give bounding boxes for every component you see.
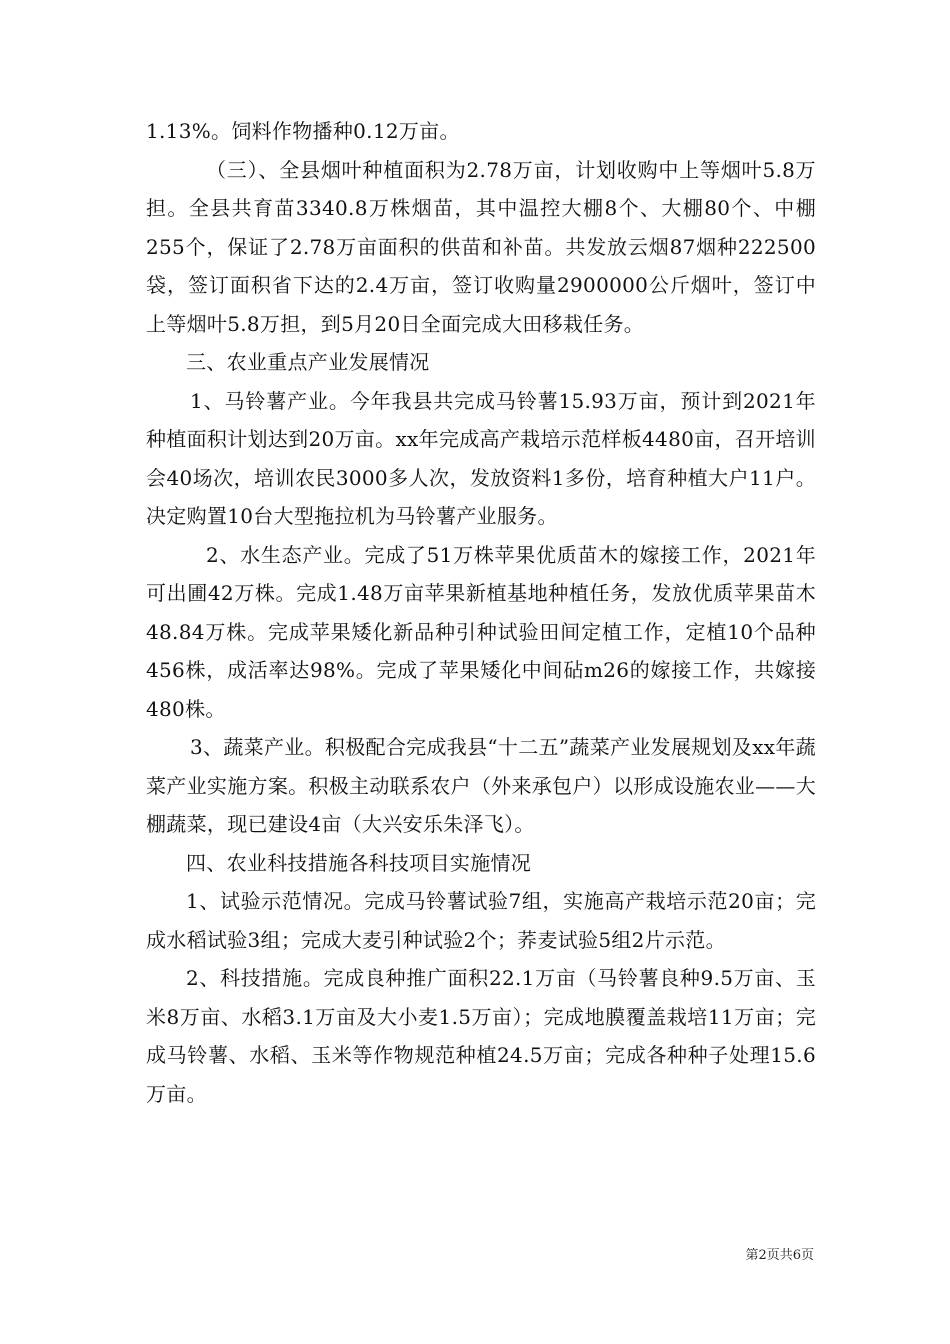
- paragraph-tech-measures: 2、科技措施。完成良种推广面积22.1万亩（马铃薯良种9.5万亩、玉米8万亩、水稻3.1万亩及大小麦1.5万亩）；完成地膜覆盖栽培11万亩；完成马铃薯、水稻、玉米等作物规范种植24.5万亩；完成各种种子处理15.6万亩。: [146, 966, 816, 1106]
- paragraph-tobacco: （三）、全县烟叶种植面积为2.78万亩，计划收购中上等烟叶5.8万担。全县共育苗3340.8万株烟苗，其中温控大棚8个、大棚80个、中棚255个，保证了2.78万亩面积的供苗和补苗。共发放云烟87烟种222500袋，签订面积省下达的2.4万亩，签订收购量2900000公斤烟叶，签订中上等烟叶5.8万担，到5月20日全面完成大田移栽任务。: [146, 157, 816, 336]
- section-heading-technology: 四、农业科技措施各科技项目实施情况: [186, 850, 532, 875]
- paragraph-potato-industry: 1、马铃薯产业。今年我县共完成马铃薯15.93万亩，预计到2021年种植面积计划达到20万亩。xx年完成高产栽培示范样板4480亩，召开培训会40场次，培训农民3000多人次，发放资料1多份，培育种植大户11户。决定购置10台大型拖拉机为马铃薯产业服务。: [146, 388, 816, 528]
- page-number-indicator: 第2页共6页: [745, 1248, 814, 1263]
- paragraph-trial-demonstration: 1、试验示范情况。完成马铃薯试验7组，实施高产栽培示范20亩；完成水稻试验3组；完成大麦引种试验2个；荞麦试验5组2片示范。: [146, 889, 816, 952]
- document-body: [146, 112, 816, 1113]
- paragraph-feed-crops: 1.13%。饲料作物播种0.12万亩。: [146, 119, 460, 143]
- paragraph-water-ecology-industry: 2、水生态产业。完成了51万株苹果优质苗木的嫁接工作，2021年可出圃42万株。完成1.48万亩苹果新植基地种植任务，发放优质苹果苗木48.84万株。完成苹果矮化新品种引种试验田间定植工作，定植10个品种456株，成活率达98%。完成了苹果矮化中间砧m26的嫁接工作，共嫁接480株。: [146, 542, 816, 721]
- paragraph-vegetable-industry: 3、蔬菜产业。积极配合完成我县“十二五”蔬菜产业发展规划及xx年蔬菜产业实施方案。积极主动联系农户（外来承包户）以形成设施农业——大棚蔬菜，现已建设4亩（大兴安乐朱泽飞）。: [146, 735, 816, 836]
- section-heading-industries: 三、农业重点产业发展情况: [186, 350, 430, 374]
